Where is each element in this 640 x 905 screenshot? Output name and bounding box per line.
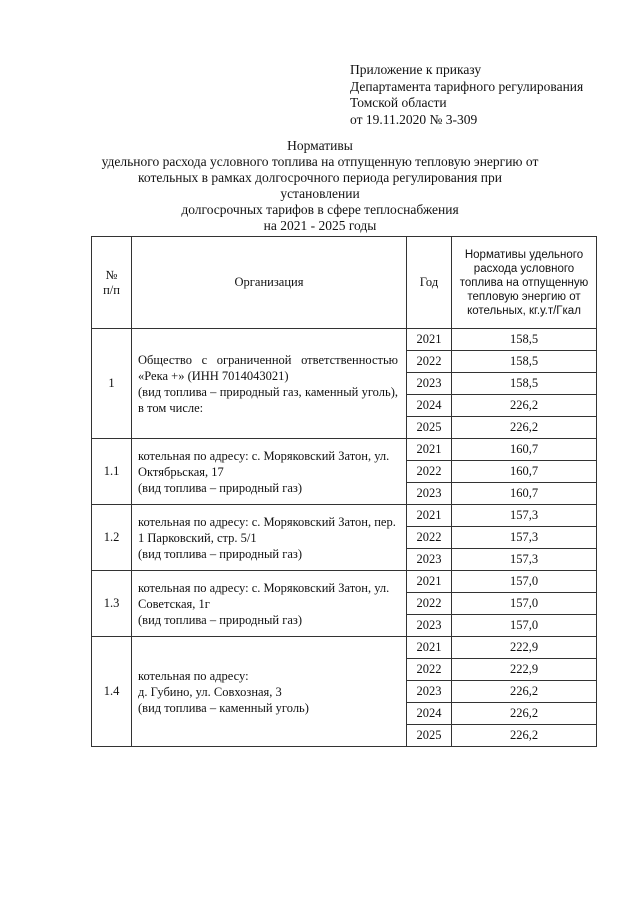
- organization-line: (вид топлива – природный газ): [138, 480, 302, 495]
- title-line: Нормативы: [287, 138, 353, 153]
- title-line: долгосрочных тарифов в сфере теплоснабжения: [181, 202, 459, 217]
- row-number: 1.3: [92, 571, 132, 637]
- year-cell: 2023: [407, 615, 452, 637]
- norm-value-cell: 222,9: [452, 637, 597, 659]
- norm-value-cell: 157,0: [452, 593, 597, 615]
- norm-value-cell: 160,7: [452, 461, 597, 483]
- row-number: 1.4: [92, 637, 132, 747]
- year-cell: 2022: [407, 351, 452, 373]
- approval-line: Томской области: [350, 95, 447, 110]
- title-line: удельного расхода условного топлива на отпущенную тепловую энергию от: [101, 154, 539, 169]
- norm-value-cell: 157,3: [452, 549, 597, 571]
- table-row: [92, 505, 597, 527]
- year-cell: 2025: [407, 417, 452, 439]
- organization-line: д. Губино, ул. Совхозная, 3: [138, 684, 282, 699]
- approval-block: [350, 62, 583, 128]
- year-cell: 2022: [407, 527, 452, 549]
- year-cell: 2025: [407, 725, 452, 747]
- year-cell: 2023: [407, 373, 452, 395]
- norm-value-cell: 160,7: [452, 439, 597, 461]
- organization-cell: [132, 571, 407, 637]
- year-cell: 2022: [407, 593, 452, 615]
- year-cell: 2021: [407, 637, 452, 659]
- header-year: Год: [407, 237, 452, 329]
- table-row: [92, 571, 597, 593]
- norm-value-cell: 158,5: [452, 373, 597, 395]
- norm-value-cell: 158,5: [452, 329, 597, 351]
- organization-cell: [132, 637, 407, 747]
- year-cell: 2021: [407, 571, 452, 593]
- row-number: 1.2: [92, 505, 132, 571]
- table-row: [92, 439, 597, 461]
- year-cell: 2021: [407, 505, 452, 527]
- document-title: [100, 138, 540, 234]
- header-org: Организация: [132, 237, 407, 329]
- table-body: [92, 329, 597, 747]
- organization-cell: [132, 439, 407, 505]
- organization-line: Общество с ограниченной ответственностью «Река +» (ИНН 7014043021): [138, 352, 398, 383]
- norm-value-cell: 158,5: [452, 351, 597, 373]
- norm-value-cell: 157,3: [452, 505, 597, 527]
- norm-value-cell: 157,0: [452, 615, 597, 637]
- year-cell: 2024: [407, 703, 452, 725]
- year-cell: 2024: [407, 395, 452, 417]
- row-number: 1.1: [92, 439, 132, 505]
- norm-value-cell: 157,3: [452, 527, 597, 549]
- organization-line: (вид топлива – природный газ, каменный уголь), в том числе:: [138, 384, 398, 415]
- organization-line: котельная по адресу: с. Моряковский Затон, пер. 1 Парковский, стр. 5/1: [138, 514, 396, 545]
- organization-cell: [132, 329, 407, 439]
- approval-line: Департамента тарифного регулирования: [350, 78, 584, 94]
- year-cell: 2023: [407, 549, 452, 571]
- organization-line: котельная по адресу: с. Моряковский Затон, ул. Советская, 1г: [138, 580, 390, 611]
- header-norm: Нормативы удельного расхода условного топлива на отпущенную тепловую энергию от котельных, кг.у.т/Гкал: [452, 237, 597, 329]
- approval-line: Приложение к приказу: [350, 62, 482, 77]
- header-row: [92, 237, 597, 329]
- title-line: на 2021 - 2025 годы: [263, 218, 377, 233]
- norm-value-cell: 226,2: [452, 417, 597, 439]
- year-cell: 2021: [407, 439, 452, 461]
- year-cell: 2023: [407, 681, 452, 703]
- organization-line: котельная по адресу: с. Моряковский Затон, ул. Октябрьская, 17: [138, 448, 390, 479]
- norm-value-cell: 222,9: [452, 659, 597, 681]
- approval-line: от 19.11.2020 № 3-309: [350, 111, 478, 127]
- norm-value-cell: 226,2: [452, 681, 597, 703]
- organization-line: (вид топлива – природный газ): [138, 546, 302, 561]
- year-cell: 2022: [407, 461, 452, 483]
- organization-line: котельная по адресу:: [138, 668, 249, 683]
- title-line: котельных в рамках долгосрочного периода регулирования при установлении: [138, 170, 502, 201]
- norms-table: [91, 236, 597, 747]
- row-number: 1: [92, 329, 132, 439]
- year-cell: 2023: [407, 483, 452, 505]
- norm-value-cell: 157,0: [452, 571, 597, 593]
- table-row: [92, 637, 597, 659]
- organization-line: (вид топлива – каменный уголь): [138, 700, 309, 715]
- table-row: [92, 329, 597, 351]
- year-cell: 2022: [407, 659, 452, 681]
- norm-value-cell: 226,2: [452, 395, 597, 417]
- organization-line: (вид топлива – природный газ): [138, 612, 302, 627]
- norm-value-cell: 226,2: [452, 703, 597, 725]
- norm-value-cell: 226,2: [452, 725, 597, 747]
- organization-cell: [132, 505, 407, 571]
- header-num: № п/п: [92, 237, 132, 329]
- norm-value-cell: 160,7: [452, 483, 597, 505]
- year-cell: 2021: [407, 329, 452, 351]
